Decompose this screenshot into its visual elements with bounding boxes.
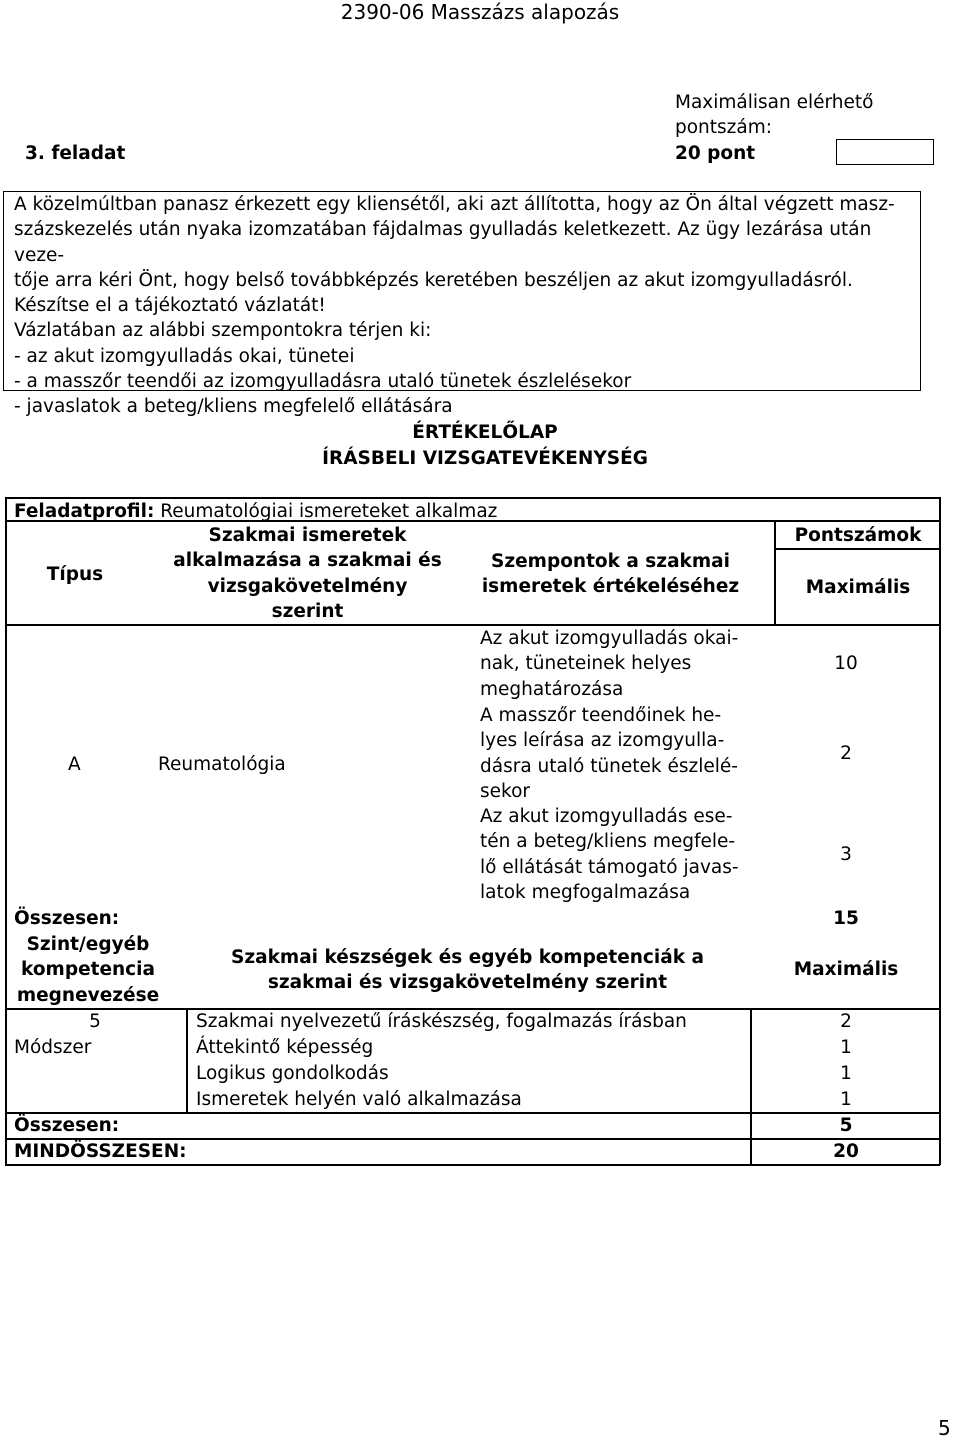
score-input-box[interactable] bbox=[836, 139, 934, 165]
skill-level: 5 bbox=[89, 1011, 101, 1032]
skill-max: 2 bbox=[840, 1011, 852, 1032]
task-line: tője arra kéri Önt, hogy belső továbbképzés keretében beszéljen az akut izomgyulladásról. bbox=[14, 269, 853, 291]
skill-max: 1 bbox=[840, 1063, 852, 1084]
grand-total-label: MINDÖSSZESEN: bbox=[14, 1141, 187, 1162]
profile-label: Feladatprofil: bbox=[14, 501, 155, 522]
col-header-max: Maximális bbox=[805, 577, 911, 598]
criterion-item: A masszőr teendőinek he- lyes leírása az izomgyulla- dásra utaló tünetek észlelé- sekor bbox=[480, 705, 738, 802]
subtotal-label: Összesen: bbox=[14, 908, 120, 929]
skill-level: Módszer bbox=[14, 1037, 92, 1058]
skills-col-header-name: Szakmai készségek és egyéb kompetenciák a szakmai és vizsgakövetelmény szerint bbox=[231, 947, 704, 994]
task-description-box bbox=[3, 191, 921, 418]
max-points-label: Maximálisan elérhető pontszám: bbox=[675, 92, 874, 138]
evaluation-title: ÉRTÉKELŐLAP bbox=[412, 422, 558, 443]
criterion-item: Az akut izomgyulladás okai- nak, tüneteinek helyes meghatározása bbox=[480, 628, 739, 700]
task-line: - javaslatok a beteg/kliens megfelelő ellátására bbox=[14, 396, 453, 418]
profile-row bbox=[14, 499, 497, 524]
knowledge-value: Reumatológia bbox=[158, 754, 286, 775]
task-title: 3. feladat bbox=[25, 143, 126, 164]
grand-total-value: 20 bbox=[833, 1141, 859, 1162]
skill-name: Áttekintő képesség bbox=[196, 1037, 374, 1058]
skills-total-label: Összesen: bbox=[14, 1115, 120, 1136]
evaluation-subtitle: ÍRÁSBELI VIZSGATEVÉKENYSÉG bbox=[322, 448, 648, 469]
criterion-item: Az akut izomgyulladás ese- tén a beteg/kliens megfele- lő ellátását támogató javas- latok megfogalmazása bbox=[480, 806, 739, 903]
col-header-criteria: Szempontok a szakmai ismeretek értékeléséhez bbox=[481, 551, 740, 598]
criterion-max: 2 bbox=[840, 743, 852, 764]
page-number: 5 bbox=[938, 1416, 951, 1440]
task-points: 20 pont bbox=[675, 143, 756, 164]
task-line: Vázlatában az alábbi szempontokra térjen ki: bbox=[14, 320, 432, 342]
col-header-knowledge: Szakmai ismeretek alkalmazása a szakmai és vizsgakövetelmény szerint bbox=[173, 525, 442, 622]
subtotal-value: 15 bbox=[833, 908, 859, 929]
document-header: 2390-06 Masszázs alapozás bbox=[340, 0, 620, 24]
skills-total-value: 5 bbox=[839, 1115, 853, 1136]
skill-max: 1 bbox=[840, 1089, 852, 1110]
task-line: A közelmúltban panasz érkezett egy kliensétől, aki azt állította, hogy az Ön által végzett masz- bbox=[14, 194, 895, 215]
skill-name: Szakmai nyelvezetű íráskészség, fogalmazás írásban bbox=[196, 1011, 687, 1032]
type-value: A bbox=[68, 754, 81, 775]
col-header-scores: Pontszámok bbox=[794, 525, 922, 546]
skill-name: Ismeretek helyén való alkalmazása bbox=[196, 1089, 522, 1110]
skill-max: 1 bbox=[840, 1037, 852, 1058]
task-line: Készítse el a tájékoztató vázlatát! bbox=[14, 295, 326, 317]
task-line: - a masszőr teendői az izomgyulladásra utaló tünetek észlelésekor bbox=[14, 371, 632, 393]
task-line: - az akut izomgyulladás okai, tünetei bbox=[14, 345, 355, 367]
skills-col-header-max: Maximális bbox=[793, 959, 899, 980]
task-line: százskezelés után nyaka izomzatában fájdalmas gyulladás keletkezett. Az ügy lezárása után veze- bbox=[14, 219, 872, 266]
criterion-max: 3 bbox=[840, 844, 852, 865]
skills-col-header-level: Szint/egyéb kompetencia megnevezése bbox=[16, 934, 160, 1006]
criterion-max: 10 bbox=[834, 653, 858, 674]
skill-name: Logikus gondolkodás bbox=[196, 1063, 389, 1084]
col-header-type: Típus bbox=[46, 564, 104, 585]
profile-value: Reumatológiai ismereteket alkalmaz bbox=[154, 501, 498, 522]
